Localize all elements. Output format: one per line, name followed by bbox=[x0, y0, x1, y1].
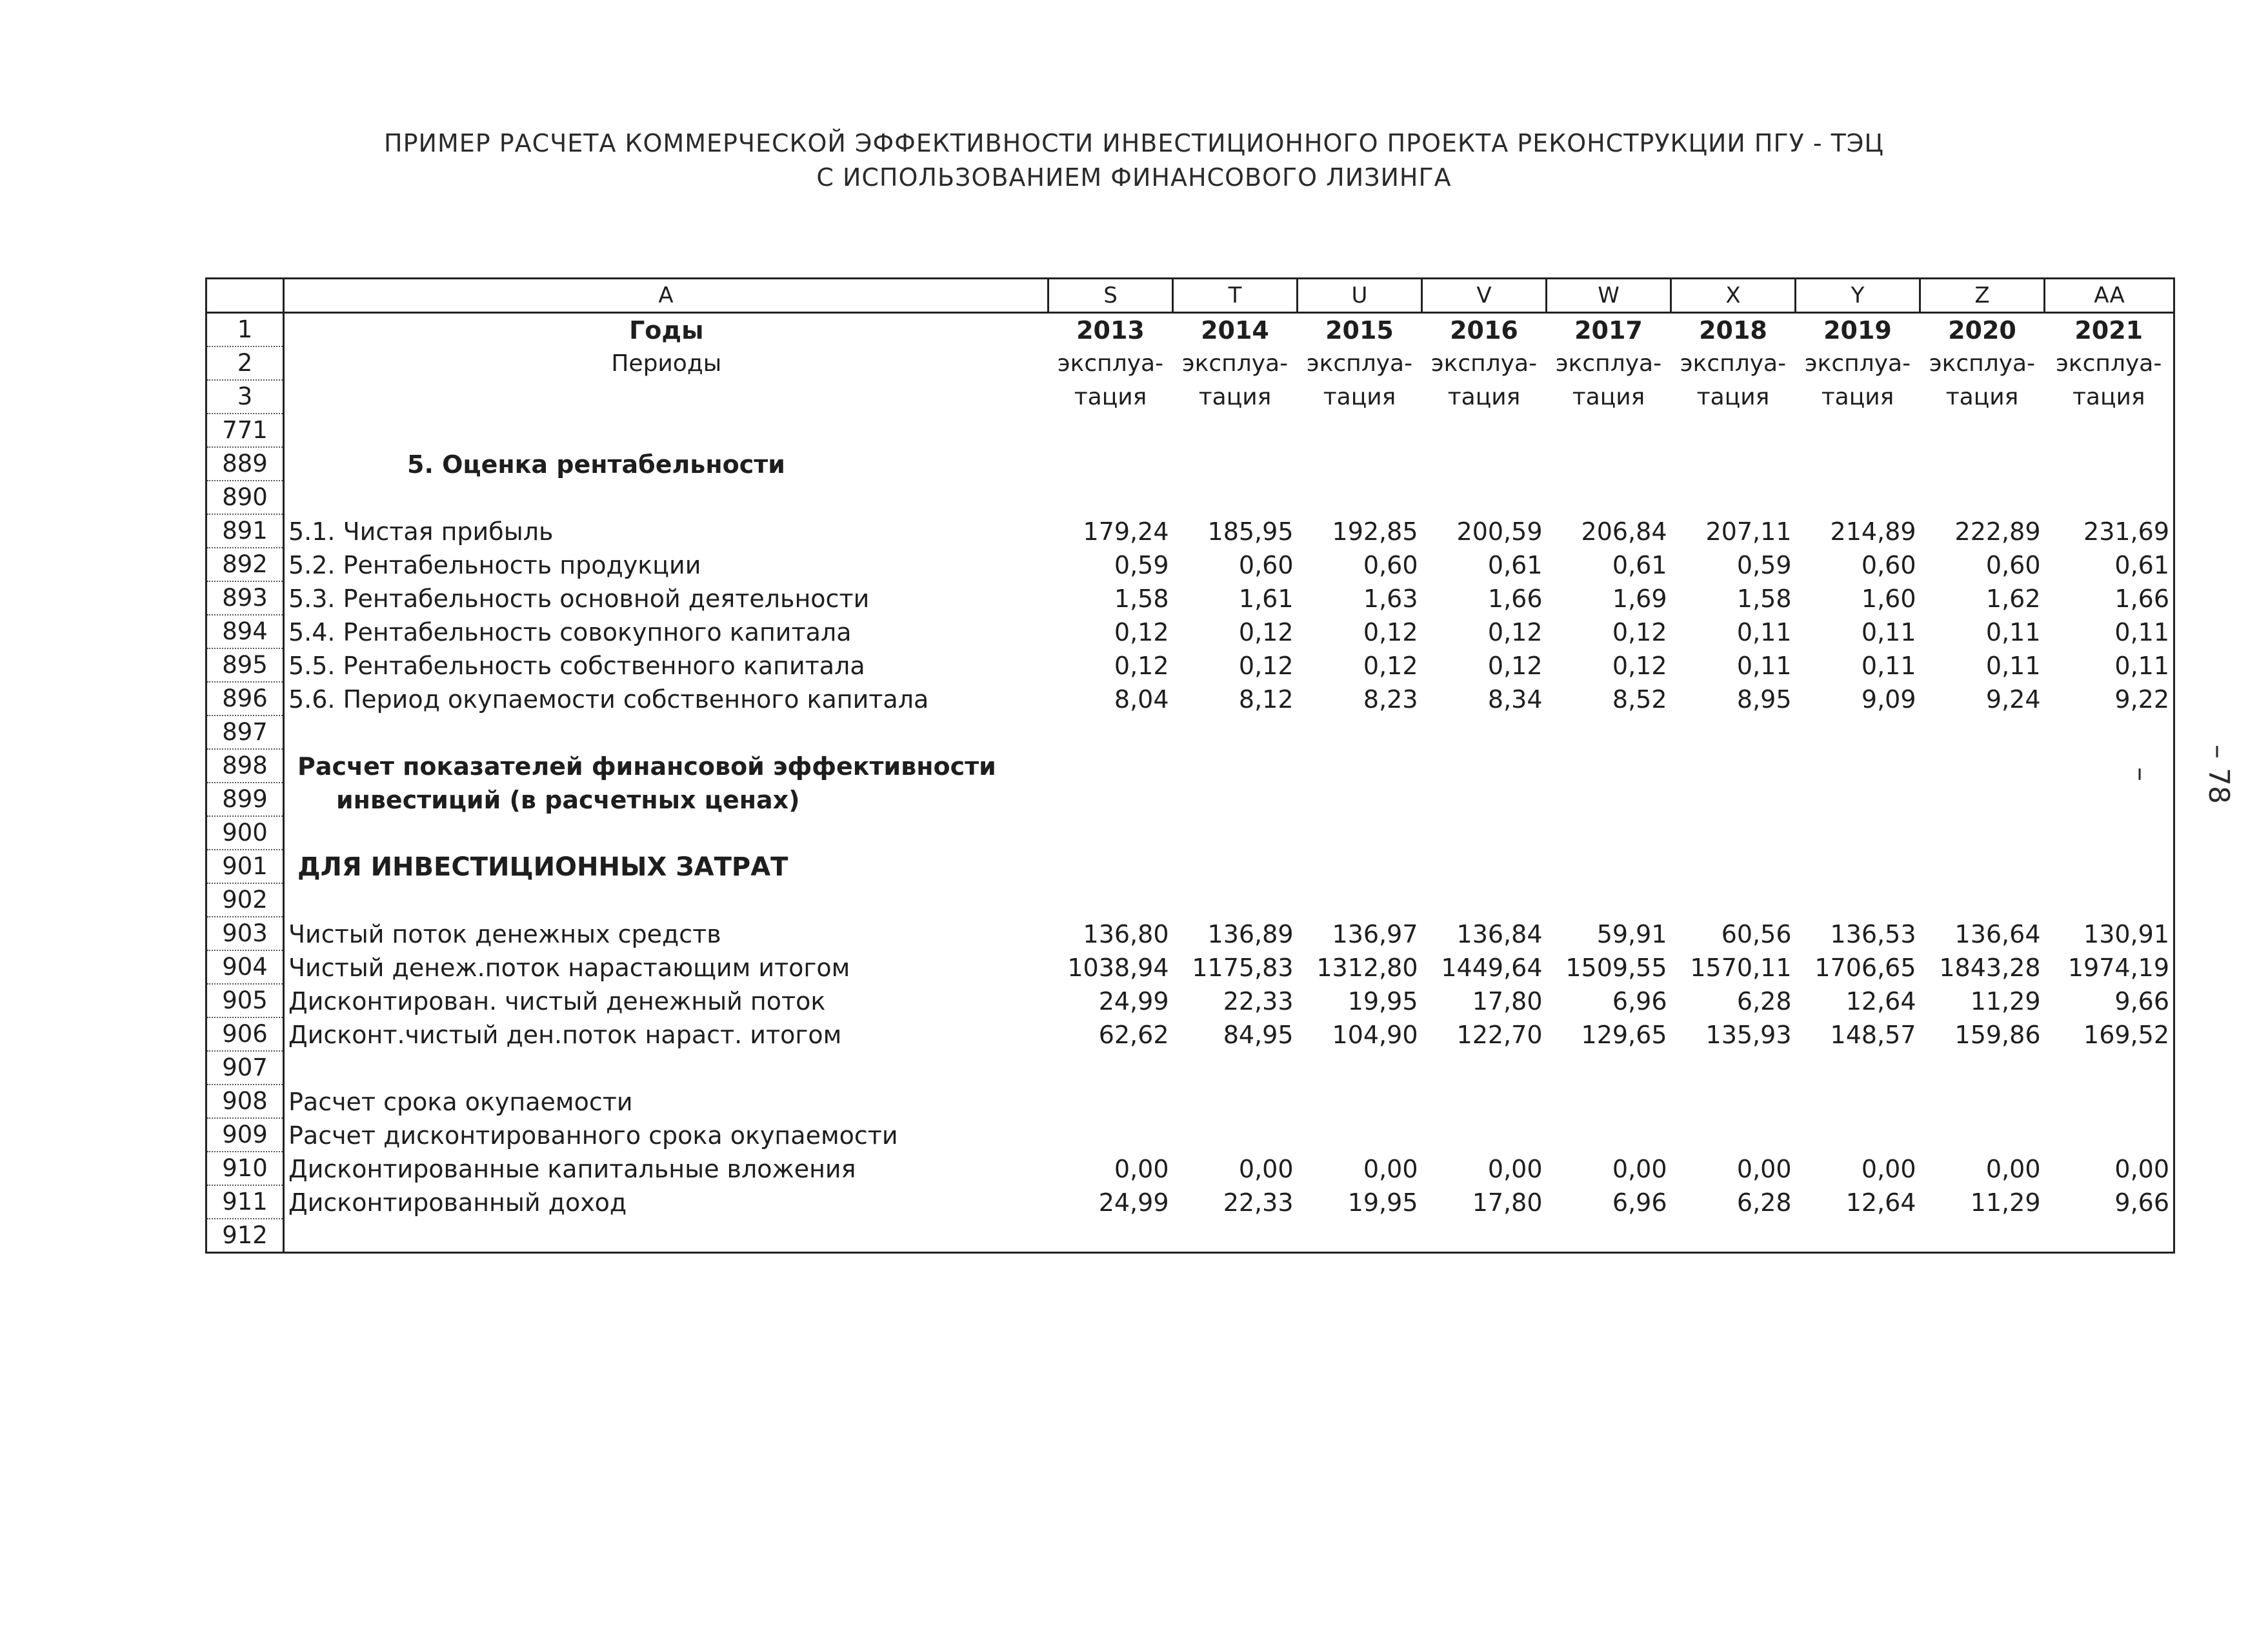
row-number: 892 bbox=[206, 548, 284, 581]
period-cell: тация bbox=[1074, 384, 1147, 410]
empty-cell bbox=[284, 380, 1049, 414]
column-header: V bbox=[1422, 279, 1547, 313]
value-cell: 8,95 bbox=[1736, 685, 1792, 714]
value-cell: 0,00 bbox=[1487, 1155, 1543, 1183]
row-number: 891 bbox=[206, 514, 284, 548]
value-cell: 0,60 bbox=[1238, 551, 1294, 579]
value-cell: 1175,83 bbox=[1192, 954, 1294, 982]
table-row bbox=[206, 346, 2174, 380]
value-cell: 1974,19 bbox=[2045, 950, 2174, 984]
value-cell: 0,60 bbox=[1363, 551, 1418, 579]
value-cell: 1,58 bbox=[1736, 585, 1792, 613]
year-cell: 2015 bbox=[1325, 316, 1394, 345]
value-cell: 0,00 bbox=[1363, 1155, 1418, 1183]
table-row bbox=[206, 447, 2174, 481]
value-cell: 0,61 bbox=[1487, 551, 1543, 579]
period-cell: тация bbox=[1572, 384, 1645, 410]
value-cell: 136,80 bbox=[1083, 920, 1169, 948]
value-cell: 0,61 bbox=[1612, 551, 1667, 579]
year-cell: 2017 bbox=[1574, 316, 1643, 345]
value-cell: 12,64 bbox=[1845, 987, 1916, 1016]
value-cell: 0,00 bbox=[1612, 1155, 1667, 1183]
value-cell: 1038,94 bbox=[1067, 954, 1169, 982]
value-cell: 11,29 bbox=[1970, 1188, 2041, 1217]
table-row bbox=[206, 648, 2174, 682]
value-cell: 0,12 bbox=[1487, 652, 1543, 680]
section-title: инвестиций (в расчетных ценах) bbox=[336, 786, 800, 814]
value-cell: 22,33 bbox=[1223, 987, 1294, 1016]
row-number: 890 bbox=[206, 481, 284, 514]
period-cell: эксплуа- bbox=[1555, 350, 1662, 377]
value-cell: 8,34 bbox=[1487, 685, 1543, 714]
value-cell: 0,11 bbox=[1985, 618, 2041, 646]
page-number: – 78 – bbox=[2125, 745, 2235, 804]
value-cell: 0,12 bbox=[1363, 618, 1418, 646]
value-cell: 0,12 bbox=[1487, 618, 1543, 646]
row-number: 897 bbox=[206, 715, 284, 749]
row-label: Дисконт.чистый ден.поток нараст. итогом bbox=[288, 1021, 842, 1049]
row-label: Чистый денеж.поток нарастающим итогом bbox=[288, 954, 850, 982]
empty-cell bbox=[1049, 850, 2174, 883]
value-cell: 1,66 bbox=[1487, 585, 1543, 613]
row-number: 899 bbox=[206, 783, 284, 816]
value-cell: 8,23 bbox=[1363, 685, 1418, 714]
value-cell: 84,95 bbox=[1223, 1021, 1294, 1049]
value-cell: 129,65 bbox=[1581, 1021, 1667, 1049]
row-number: 907 bbox=[206, 1051, 284, 1085]
empty-cell bbox=[284, 883, 2174, 917]
table-row bbox=[206, 1017, 2174, 1051]
row-number: 902 bbox=[206, 883, 284, 917]
table-row bbox=[206, 984, 2174, 1017]
value-cell: 0,00 bbox=[1736, 1155, 1792, 1183]
empty-cell bbox=[284, 481, 2174, 514]
value-cell: 1312,80 bbox=[1316, 954, 1418, 982]
value-cell: 0,11 bbox=[1985, 652, 2041, 680]
table-row bbox=[206, 1085, 2174, 1118]
years-label: Годы bbox=[629, 316, 704, 345]
value-cell: 0,12 bbox=[1238, 618, 1294, 646]
period-cell: эксплуа- bbox=[1181, 350, 1289, 377]
value-cell: 6,96 bbox=[1612, 1188, 1667, 1217]
period-cell: тация bbox=[1945, 384, 2019, 410]
column-header-row bbox=[206, 279, 2174, 313]
table-row bbox=[206, 749, 2174, 783]
row-number: 2 bbox=[206, 346, 284, 380]
row-number: 893 bbox=[206, 581, 284, 615]
value-cell: 62,62 bbox=[1098, 1021, 1169, 1049]
row-number: 895 bbox=[206, 648, 284, 682]
value-cell: 0,11 bbox=[2045, 648, 2174, 682]
column-header: U bbox=[1298, 279, 1422, 313]
value-cell: 1570,11 bbox=[1690, 954, 1792, 982]
value-cell: 0,12 bbox=[1238, 652, 1294, 680]
table-row bbox=[206, 481, 2174, 514]
value-cell: 0,12 bbox=[1612, 618, 1667, 646]
table-row bbox=[206, 682, 2174, 715]
row-label: Дисконтированный доход bbox=[288, 1188, 627, 1217]
year-cell: 2019 bbox=[1823, 316, 1892, 345]
row-number: 900 bbox=[206, 816, 284, 850]
value-cell: 9,22 bbox=[2045, 682, 2174, 715]
value-cell: 1,69 bbox=[1612, 585, 1667, 613]
value-cell: 60,56 bbox=[1721, 920, 1792, 948]
value-cell: 231,69 bbox=[2045, 514, 2174, 548]
value-cell: 11,29 bbox=[1970, 987, 2041, 1016]
period-cell: тация bbox=[2045, 380, 2174, 414]
value-cell: 12,64 bbox=[1845, 1188, 1916, 1217]
value-cell: 6,96 bbox=[1612, 987, 1667, 1016]
value-cell: 9,24 bbox=[1985, 685, 2041, 714]
value-cell: 1,58 bbox=[1114, 585, 1169, 613]
table-row bbox=[206, 1152, 2174, 1185]
value-cell: 0,00 bbox=[1114, 1155, 1169, 1183]
value-cell: 0,11 bbox=[2045, 615, 2174, 648]
year-cell: 2014 bbox=[1201, 316, 1269, 345]
empty-cell bbox=[284, 1051, 2174, 1085]
value-cell: 0,00 bbox=[1985, 1155, 2041, 1183]
row-label: 5.2. Рентабельность продукции bbox=[288, 551, 701, 579]
table-row bbox=[206, 548, 2174, 581]
value-cell: 1843,28 bbox=[1939, 954, 2041, 982]
section-title: 5. Оценка рентабельности bbox=[407, 450, 785, 479]
value-cell: 1509,55 bbox=[1565, 954, 1667, 982]
value-cell: 0,00 bbox=[2045, 1152, 2174, 1185]
value-cell: 17,80 bbox=[1472, 987, 1543, 1016]
row-number: 901 bbox=[206, 850, 284, 883]
value-cell: 0,60 bbox=[1985, 551, 2041, 579]
value-cell: 136,64 bbox=[1954, 920, 2041, 948]
period-cell: тация bbox=[1447, 384, 1521, 410]
period-cell: эксплуа- bbox=[1804, 350, 1911, 377]
row-number: 896 bbox=[206, 682, 284, 715]
value-cell: 0,00 bbox=[1238, 1155, 1294, 1183]
value-cell: 222,89 bbox=[1954, 517, 2041, 546]
row-number: 1 bbox=[206, 313, 284, 347]
period-cell: тация bbox=[1696, 384, 1770, 410]
value-cell: 8,04 bbox=[1114, 685, 1169, 714]
row-number: 3 bbox=[206, 380, 284, 414]
table-row bbox=[206, 883, 2174, 917]
value-cell: 19,95 bbox=[1347, 1188, 1418, 1217]
value-cell: 1,61 bbox=[1238, 585, 1294, 613]
empty-cell bbox=[1049, 783, 2174, 816]
table-row bbox=[206, 615, 2174, 648]
periods-label: Периоды bbox=[611, 350, 722, 377]
row-number: 889 bbox=[206, 447, 284, 481]
empty-cell bbox=[1049, 447, 2174, 481]
row-number: 771 bbox=[206, 414, 284, 447]
value-cell: 59,91 bbox=[1596, 920, 1667, 948]
row-label: Расчет срока окупаемости bbox=[288, 1088, 633, 1116]
value-cell: 136,97 bbox=[1332, 920, 1418, 948]
column-header-a: A bbox=[284, 279, 1049, 313]
value-cell: 0,11 bbox=[1861, 652, 1916, 680]
row-number: 912 bbox=[206, 1219, 284, 1253]
period-cell: тация bbox=[1821, 384, 1894, 410]
value-cell: 9,09 bbox=[1861, 685, 1916, 714]
value-cell: 0,12 bbox=[1363, 652, 1418, 680]
column-header: X bbox=[1671, 279, 1796, 313]
row-label: Расчет дисконтированного срока окупаемости bbox=[288, 1121, 898, 1150]
document-subtitle: С ИСПОЛЬЗОВАНИЕМ ФИНАНСОВОГО ЛИЗИНГА bbox=[816, 163, 1452, 192]
row-label: 5.5. Рентабельность собственного капитала bbox=[288, 652, 865, 680]
period-cell: эксплуа- bbox=[1057, 350, 1164, 377]
table-row bbox=[206, 950, 2174, 984]
value-cell: 19,95 bbox=[1347, 987, 1418, 1016]
empty-cell bbox=[1049, 1118, 2174, 1152]
period-cell: тация bbox=[1323, 384, 1396, 410]
column-header: W bbox=[1547, 279, 1671, 313]
period-cell: эксплуа- bbox=[2045, 346, 2174, 380]
value-cell: 0,59 bbox=[1114, 551, 1169, 579]
row-number: 904 bbox=[206, 950, 284, 984]
value-cell: 135,93 bbox=[1705, 1021, 1792, 1049]
value-cell: 207,11 bbox=[1705, 517, 1792, 546]
year-cell: 2016 bbox=[1450, 316, 1518, 345]
value-cell: 0,00 bbox=[1861, 1155, 1916, 1183]
value-cell: 1,60 bbox=[1861, 585, 1916, 613]
table-row bbox=[206, 1185, 2174, 1219]
value-cell: 6,28 bbox=[1736, 1188, 1792, 1217]
table-row bbox=[206, 715, 2174, 749]
value-cell: 0,11 bbox=[1736, 652, 1792, 680]
value-cell: 179,24 bbox=[1083, 517, 1169, 546]
row-number: 894 bbox=[206, 615, 284, 648]
column-header: S bbox=[1049, 279, 1173, 313]
value-cell: 192,85 bbox=[1332, 517, 1418, 546]
row-number: 911 bbox=[206, 1185, 284, 1219]
table-row bbox=[206, 917, 2174, 950]
column-header: Y bbox=[1796, 279, 1920, 313]
table-row bbox=[206, 850, 2174, 883]
value-cell: 1,62 bbox=[1985, 585, 2041, 613]
value-cell: 1,66 bbox=[2045, 581, 2174, 615]
empty-cell bbox=[284, 414, 2174, 447]
value-cell: 1449,64 bbox=[1441, 954, 1543, 982]
value-cell: 185,95 bbox=[1207, 517, 1294, 546]
value-cell: 0,59 bbox=[1736, 551, 1792, 579]
value-cell: 24,99 bbox=[1098, 1188, 1169, 1217]
value-cell: 1,63 bbox=[1363, 585, 1418, 613]
row-number: 898 bbox=[206, 749, 284, 783]
row-label: 5.4. Рентабельность совокупного капитала bbox=[288, 618, 852, 646]
table-row bbox=[206, 1118, 2174, 1152]
row-label: Чистый поток денежных средств bbox=[288, 920, 721, 948]
row-label: 5.6. Период окупаемости собственного капитала bbox=[288, 685, 929, 714]
column-header: T bbox=[1173, 279, 1298, 313]
column-header: AA bbox=[2045, 279, 2174, 313]
spreadsheet-table bbox=[205, 277, 2175, 1254]
value-cell: 122,70 bbox=[1456, 1021, 1543, 1049]
row-label: 5.3. Рентабельность основной деятельности bbox=[288, 585, 870, 613]
period-cell: эксплуа- bbox=[1306, 350, 1413, 377]
value-cell: 136,84 bbox=[1456, 920, 1543, 948]
value-cell: 24,99 bbox=[1098, 987, 1169, 1016]
row-label: Дисконтирован. чистый денежный поток bbox=[288, 987, 826, 1016]
table-row bbox=[206, 1051, 2174, 1085]
value-cell: 169,52 bbox=[2045, 1017, 2174, 1051]
row-number: 905 bbox=[206, 984, 284, 1017]
value-cell: 0,61 bbox=[2045, 548, 2174, 581]
value-cell: 0,12 bbox=[1612, 652, 1667, 680]
table-body bbox=[206, 279, 2174, 1253]
row-number: 903 bbox=[206, 917, 284, 950]
value-cell: 0,11 bbox=[1736, 618, 1792, 646]
value-cell: 104,90 bbox=[1332, 1021, 1418, 1049]
value-cell: 0,12 bbox=[1114, 618, 1169, 646]
row-label: Дисконтированные капитальные вложения bbox=[288, 1155, 856, 1183]
period-cell: эксплуа- bbox=[1929, 350, 2036, 377]
value-cell: 206,84 bbox=[1581, 517, 1667, 546]
value-cell: 9,66 bbox=[2045, 1185, 2174, 1219]
value-cell: 9,66 bbox=[2045, 984, 2174, 1017]
row-number: 910 bbox=[206, 1152, 284, 1185]
row-number: 906 bbox=[206, 1017, 284, 1051]
value-cell: 130,91 bbox=[2045, 917, 2174, 950]
row-label: 5.1. Чистая прибыль bbox=[288, 517, 554, 546]
value-cell: 0,11 bbox=[1861, 618, 1916, 646]
period-cell: эксплуа- bbox=[1680, 350, 1787, 377]
year-cell: 2021 bbox=[2045, 313, 2174, 347]
value-cell: 148,57 bbox=[1830, 1021, 1916, 1049]
empty-cell bbox=[284, 816, 2174, 850]
table-row bbox=[206, 414, 2174, 447]
period-cell: тация bbox=[1198, 384, 1272, 410]
corner-cell bbox=[206, 279, 284, 313]
value-cell: 17,80 bbox=[1472, 1188, 1543, 1217]
row-number: 908 bbox=[206, 1085, 284, 1118]
section-title: Расчет показателей финансовой эффективности bbox=[297, 752, 996, 781]
year-cell: 2020 bbox=[1948, 316, 2016, 345]
table-row bbox=[206, 313, 2174, 347]
table-row bbox=[206, 1219, 2174, 1253]
value-cell: 0,60 bbox=[1861, 551, 1916, 579]
column-header: Z bbox=[1920, 279, 2045, 313]
value-cell: 8,12 bbox=[1238, 685, 1294, 714]
table-row bbox=[206, 380, 2174, 414]
document-title: ПРИМЕР РАСЧЕТА КОММЕРЧЕСКОЙ ЭФФЕКТИВНОСТИ ИНВЕСТИЦИОННОГО ПРОЕКТА РЕКОНСТРУКЦИИ ПГУ - ТЭЦ bbox=[384, 129, 1884, 157]
value-cell: 0,12 bbox=[1114, 652, 1169, 680]
value-cell: 200,59 bbox=[1456, 517, 1543, 546]
value-cell: 136,89 bbox=[1207, 920, 1294, 948]
row-number: 909 bbox=[206, 1118, 284, 1152]
value-cell: 6,28 bbox=[1736, 987, 1792, 1016]
value-cell: 1706,65 bbox=[1814, 954, 1916, 982]
table-row bbox=[206, 783, 2174, 816]
empty-cell bbox=[284, 715, 2174, 749]
table-row bbox=[206, 514, 2174, 548]
period-cell: эксплуа- bbox=[1430, 350, 1538, 377]
section-title: ДЛЯ ИНВЕСТИЦИОННЫХ ЗАТРАТ bbox=[297, 852, 788, 882]
value-cell: 136,53 bbox=[1830, 920, 1916, 948]
year-cell: 2013 bbox=[1076, 316, 1145, 345]
value-cell: 22,33 bbox=[1223, 1188, 1294, 1217]
value-cell: 8,52 bbox=[1612, 685, 1667, 714]
empty-cell bbox=[1049, 1085, 2174, 1118]
empty-cell bbox=[1049, 749, 2174, 783]
value-cell: 214,89 bbox=[1830, 517, 1916, 546]
empty-cell bbox=[284, 1219, 2174, 1253]
value-cell: 159,86 bbox=[1954, 1021, 2041, 1049]
table-row bbox=[206, 816, 2174, 850]
year-cell: 2018 bbox=[1699, 316, 1767, 345]
table-row bbox=[206, 581, 2174, 615]
